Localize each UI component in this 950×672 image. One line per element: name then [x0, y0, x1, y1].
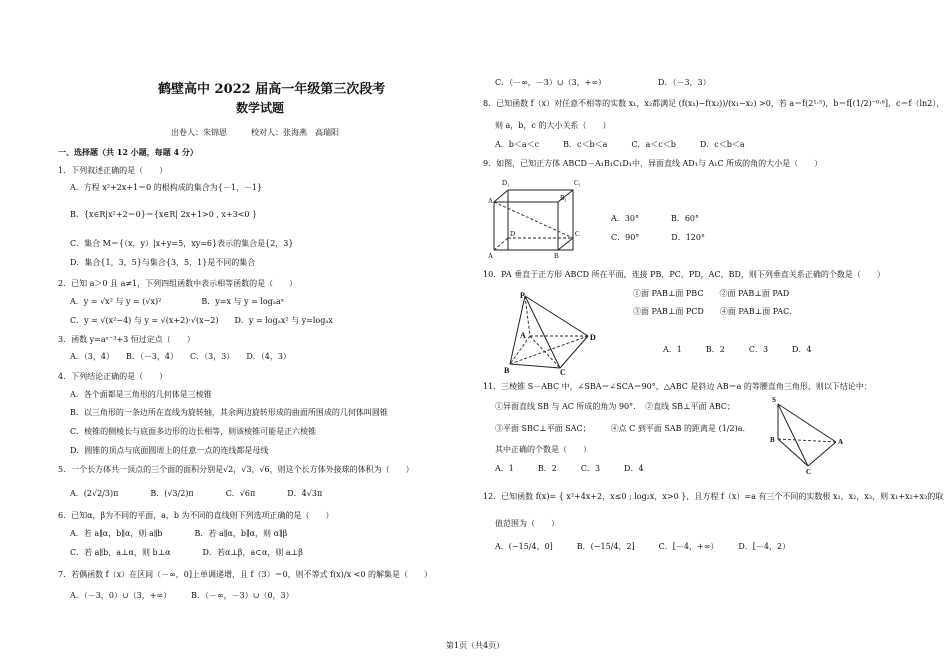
- q11-prompt: 其中正确的个数是（ ）: [495, 445, 591, 454]
- q8-stem: 8．已知函数 f（x）对任意不相等的实数 x₁，x₂都满足 (f(x₁)−f(x₂))/(x₁−x₂) >0，若 a＝f(2¹·⁵)，b＝f[(1/2)⁻⁰·⁶]，c＝f（ln2），: [483, 99, 945, 108]
- q9-stem: 9．如图，已知正方体 ABCD－A₁B₁C₁D₁中，异面直线 AD₁与 A₁C 所成的角的大小是（ ）: [483, 159, 823, 168]
- q8-options: A．b＜a＜c B．c＜b＜a C．a＜c＜b D．c＜b＜a: [495, 140, 745, 149]
- q3-options: A．（3，4） B．（－3，4） C．（3，3） D．（4，3）: [70, 352, 291, 361]
- page-title: 鹤壁高中 2022 届高一年级第三次段考: [158, 82, 386, 97]
- tetra-label-s: S: [772, 396, 776, 404]
- pyramid-label-p: P: [520, 291, 525, 300]
- cube-label-a: A: [488, 252, 494, 260]
- cube-label-b: B: [554, 252, 559, 260]
- q1-option-d: D．集合{1，3，5}与集合{3，5，1}是不同的集合: [70, 258, 256, 267]
- q5-options: A．(2√2/3)π B．(√3/2)π C．√6π D．4√3π: [70, 489, 323, 498]
- cube-label-c: C: [575, 230, 580, 238]
- q8-stem-cont: 则 a，b，c 的大小关系（ ）: [495, 121, 611, 130]
- q12-stem: 12．已知函数 f(x)= { x²+4x+2，x≤0 ; log₂x，x>0 }，且方程 f（x）=a 有三个不同的实数根 x₁，x₂，x₃，则 x₁+x₂+x₃的取: [483, 492, 944, 501]
- tetrahedron-figure: [766, 394, 851, 474]
- q7-options-cd: C．（－∞，－3）∪（3，+∞） D．（－3，3）: [495, 78, 711, 87]
- pyramid-label-b: B: [504, 366, 510, 375]
- q10-options: A．1 B．2 C．3 D．4: [663, 345, 812, 354]
- q4-option-d: D．圆锥的顶点与底面圆周上的任意一点的连线都是母线: [70, 446, 269, 455]
- q2-options-cd: C．y = √(x²−4) 与 y = √(x+2)·√(x−2) D．y = logₐx² 与 y=logₐx: [70, 316, 333, 325]
- q11-options: A．1 B．2 C．3 D．4: [495, 464, 644, 473]
- q11-item-12: ①异面直线 SB 与 AC 所成的角为 90°． ②直线 SB⊥平面 ABC；: [495, 402, 736, 411]
- cube-label-d: D: [510, 230, 516, 238]
- q7-stem: 7．若偶函数 f（x）在区间（－∞，0]上单调递增，且 f（3）＝0，则不等式 f(x)/x <0 的解集是（ ）: [58, 570, 433, 579]
- q4-option-a: A．各个面都是三角形的几何体是三棱锥: [70, 390, 212, 399]
- q1-option-c: C．集合 M＝{（x，y）|x+y=5，xy=6}表示的集合是{2，3}: [70, 239, 294, 248]
- cube-figure: [488, 170, 588, 260]
- cube-label-a1: A₁: [488, 197, 496, 205]
- cube-label-d1: D₁: [502, 179, 510, 187]
- q5-stem: 5．一个长方体共一顶点的三个面的面积分别是√2，√3，√6，则这个长方体外接球的体积为（ ）: [58, 465, 414, 474]
- pyramid-label-c: C: [560, 368, 566, 375]
- q12-options: A．(−15/4，0] B．(−15/4，2] C．[－4，+∞） D．[－4，2）: [495, 542, 791, 551]
- q3-stem: 3．函数 y=aˣ⁻³+3 恒过定点（ ）: [58, 335, 195, 344]
- q6-options-cd: C．若 a∥b，a⊥α，则 b⊥α D．若α⊥β，a⊂α，则 a⊥β: [70, 548, 303, 557]
- q7-options-ab: A．（－3，0）∪（3，+∞） B．（－∞，－3）∪（0，3）: [70, 591, 294, 600]
- q10-stem: 10．PA 垂直于正方形 ABCD 所在平面，连接 PB，PC，PD，AC，BD，则下列垂直关系正确的个数是（ ）: [483, 270, 885, 279]
- q2-options-ab: A．y = √x² 与 y = (√x)² B．y=x 与 y = logₐaˣ: [70, 297, 285, 306]
- pyramid-label-d: D: [590, 333, 596, 342]
- tetra-label-b: B: [770, 436, 775, 444]
- q1-option-a: A．方程 x²+2x+1＝0 的根构成的集合为{－1，－1}: [70, 183, 263, 192]
- q10-item-12: ①面 PAB⊥面 PBC ②面 PAB⊥面 PAD: [633, 289, 790, 298]
- q4-stem: 4．下列结论正确的是（ ）: [58, 372, 168, 381]
- q11-stem: 11．三棱锥 S－ABC 中，∠SBA＝∠SCA＝90°，△ABC 是斜边 AB＝a 的等腰直角三角形，则以下结论中：: [483, 382, 872, 391]
- q6-options-ab: A．若 a∥α，b∥α，则 a∥b B．若 a∥α，b∥α，则 α∥β: [70, 529, 288, 538]
- cube-label-b1: B₁: [560, 194, 568, 202]
- section-heading: 一、选择题（共 12 小题，每题 4 分）: [58, 147, 198, 157]
- q12-stem-cont: 值范围为（ ）: [495, 519, 559, 528]
- q4-option-c: C．棱锥的侧棱长与底面多边形的边长相等，则该棱锥可能是正六棱锥: [70, 427, 317, 436]
- tetra-label-a: A: [838, 438, 844, 446]
- tetra-label-c: C: [806, 468, 812, 474]
- q6-stem: 6．已知α，β为不同的平面，a，b 为不同的直线则下列选项正确的是（ ）: [58, 511, 334, 520]
- page-subtitle: 数学试题: [236, 101, 285, 115]
- q4-option-b: B．以三角形的一条边所在直线为旋转轴，其余两边旋转形成的曲面所围成的几何体叫圆锥: [70, 408, 388, 417]
- q11-item-34: ③平面 SBC⊥平面 SAC； ④点 C 到平面 SAB 的距离是 (1/2)a.: [495, 424, 746, 433]
- authors-line: 出卷人：朱锦恩 校对人：张海燕 高瑞阳: [171, 128, 339, 137]
- q10-item-34: ③面 PAB⊥面 PCD ④面 PAB⊥面 PAC.: [633, 307, 792, 316]
- q2-stem: 2．已知 a＞0 且 a≠1，下列四组函数中表示相等函数的是（ ）: [58, 279, 298, 288]
- q9-options-ab: A．30° B．60°: [611, 214, 700, 223]
- q1-stem: 1．下列叙述正确的是（ ）: [58, 166, 168, 175]
- q1-option-b: B．{x∈R|x²+2＝0}＝{x∈R| 2x+1>0 , x+3<0 }: [70, 210, 258, 219]
- q9-options-cd: C．90° D．120°: [611, 233, 705, 242]
- cube-label-c1: C₁: [574, 179, 582, 187]
- pyramid-label-a: A: [520, 331, 526, 340]
- pyramid-figure: [500, 290, 610, 375]
- page-footer: 第1页（共4页）: [445, 641, 505, 650]
